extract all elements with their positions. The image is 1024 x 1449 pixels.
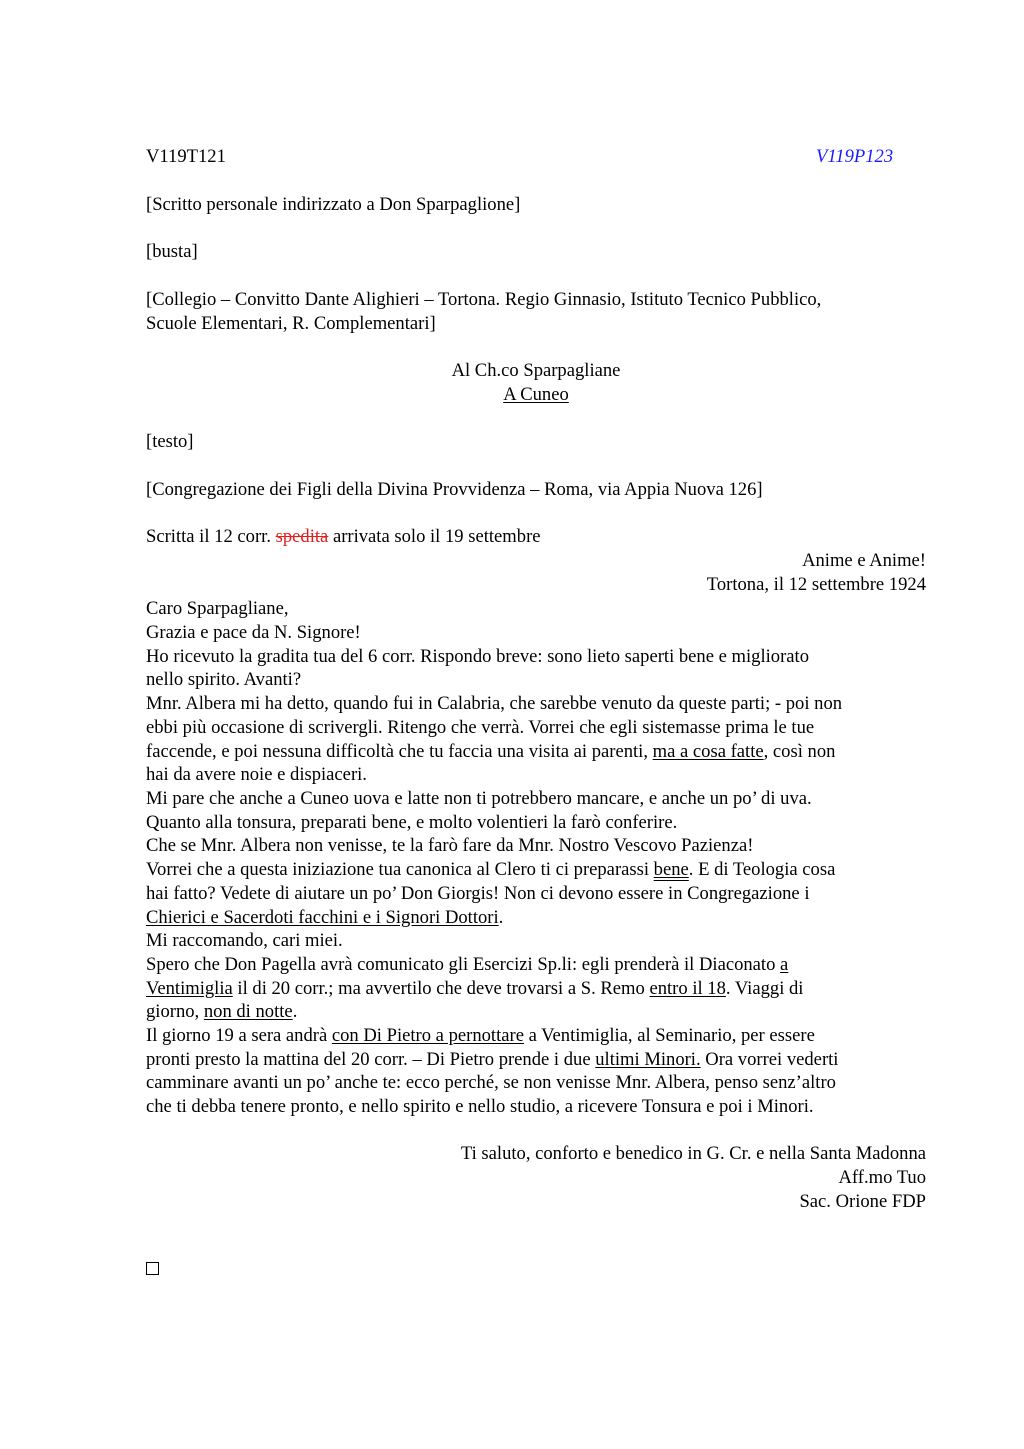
underlined-phrase: Ventimiglia [146,978,233,999]
checkbox-square[interactable] [146,1262,159,1275]
body-line: Che se Mnr. Albera non venisse, te la farò fare da Mnr. Nostro Vescovo Pazienza! [146,835,754,856]
body-line: nello spirito. Avanti? [146,669,302,690]
address-line2 [146,383,926,407]
testo-label: [testo] [146,431,194,452]
underlined-phrase: non di notte [203,1001,293,1022]
body-line: camminare avanti un po’ anche te: ecco perché, se non venisse Mnr. Albera, penso senz’altro [146,1072,836,1093]
body-line: pronti presto la mattina del 20 corr. – Di Pietro prende i due ultimi Minori. Ora vorrei vederti [146,1049,839,1070]
body-line: Il giorno 19 a sera andrà con Di Pietro a pernottare a Ventimiglia, al Seminario, per essere [146,1025,815,1046]
letterhead-line2: Scuole Elementari, R. Complementari] [146,313,436,334]
underlined-phrase: ma a cosa fatte [652,741,764,762]
address-line1: Al Ch.co Sparpagliane [451,360,621,381]
body-line: Vorrei che a questa iniziazione tua canonica al Clero ti ci preparassi bene. E di Teologia cosa [146,859,836,880]
underlined-phrase: ultimi Minori. [595,1049,701,1070]
closing-blessing: Ti saluto, conforto e benedico in G. Cr. e nella Santa Madonna [460,1143,926,1164]
underlined-phrase: Chierici e Sacerdoti facchini e i Signori Dottori [146,907,499,928]
salutation: Caro Sparpagliane, [146,598,289,619]
underlined-phrase: a [780,954,789,975]
page-ref-link[interactable]: V119P123 [816,146,894,167]
body-line: hai fatto? Vedete di aiutare un po’ Don Giorgis! Non ci devono essere in Congregazione i [146,883,810,904]
address-destination: A Cuneo [503,384,569,405]
body-line: Mnr. Albera mi ha detto, quando fui in Calabria, che sarebbe venuto da queste parti; - poi non [146,693,843,714]
body-line: Ventimiglia il di 20 corr.; ma avvertilo che deve trovarsi a S. Remo entro il 18. Viaggi di [146,978,804,999]
body-line: hai da avere noie e dispiaceri. [146,764,367,785]
underlined-phrase: con Di Pietro a pernottare [331,1025,524,1046]
date-place: Tortona, il 12 settembre 1924 [706,574,926,595]
letterhead-line1: [Collegio – Convitto Dante Alighieri – Tortona. Regio Ginnasio, Istituto Tecnico Pubblico, [146,289,822,310]
struck-word: spedita [275,526,329,547]
body-line: Mi raccomando, cari miei. [146,930,343,951]
congregation-header: [Congregazione dei Figli della Divina Provvidenza – Roma, via Appia Nuova 126] [146,479,763,500]
body-line: giorno, non di notte. [146,1001,298,1022]
closing-affection: Aff.mo Tuo [838,1167,926,1188]
body-line: Mi pare che anche a Cuneo uova e latte non ti potrebbero mancare, e anche un po’ di uva. [146,788,812,809]
greeting: Grazia e pace da N. Signore! [146,622,361,643]
body-line: faccende, e poi nessuna difficoltà che tu faccia una visita ai parenti, ma a cosa fatte, così non [146,741,836,762]
double-underlined-word: bene [653,859,689,880]
personal-note: [Scritto personale indirizzato a Don Sparpaglione] [146,194,521,215]
sent-note: Scritta il 12 corr. spedita arrivata solo il 19 settembre [146,526,541,547]
signature: Sac. Orione FDP [799,1191,926,1212]
body-line: Chierici e Sacerdoti facchini e i Signori Dottori. [146,907,504,928]
body-line: Quanto alla tonsura, preparati bene, e molto volentieri la farò conferire. [146,812,678,833]
underlined-phrase: entro il 18 [649,978,726,999]
body-line: Ho ricevuto la gradita tua del 6 corr. Rispondo breve: sono lieto saperti bene e migliorato [146,646,809,667]
motto: Anime e Anime! [802,550,926,571]
body-line: Spero che Don Pagella avrà comunicato gli Esercizi Sp.li: egli prenderà il Diaconato a [146,954,789,975]
body-line: che ti debba tenere pronto, e nello spirito e nello studio, a ricevere Tonsura e poi i Minori. [146,1096,814,1117]
body-line: ebbi più occasione di scrivergli. Ritengo che verrà. Vorrei che egli sistemasse prima le tue [146,717,815,738]
doc-id: V119T121 [146,146,226,167]
busta-label: [busta] [146,241,198,262]
